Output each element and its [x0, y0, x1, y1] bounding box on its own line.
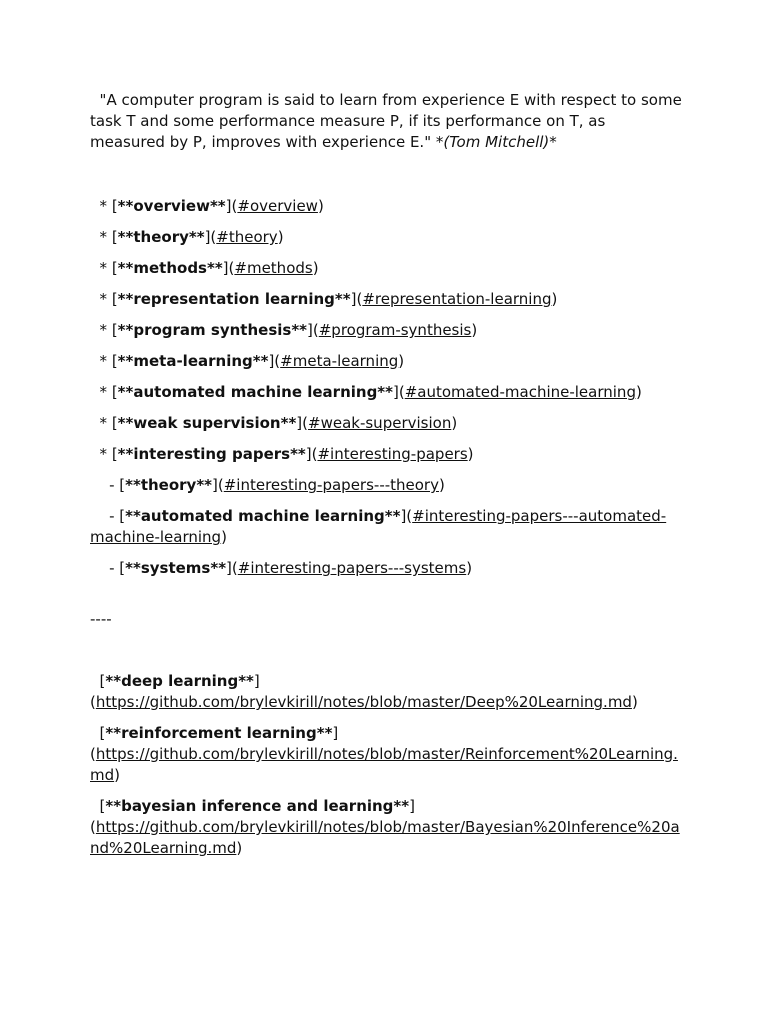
ref-link-reinforcement-learning[interactable]: https://github.com/brylevkirill/notes/blob/master/Reinforcement%20Learning.md [90, 745, 678, 784]
toc-mid: ]( [222, 259, 235, 277]
toc-mid: ]( [212, 476, 224, 494]
ref-item-reinforcement-learning [90, 723, 682, 786]
toc-mid: ]( [307, 321, 319, 339]
toc-prefix: * [ [90, 197, 118, 215]
toc-prefix: * [ [90, 290, 118, 308]
toc-suffix: ) [451, 414, 458, 432]
toc-suffix: ) [466, 559, 473, 577]
toc-item-overview [90, 196, 682, 217]
ref-label: **reinforcement learning** [105, 724, 333, 742]
toc-prefix: - [ [90, 507, 126, 525]
toc-item-meta-learning [90, 351, 682, 372]
toc-link-methods[interactable]: #methods [234, 259, 313, 277]
toc-link-papers-automated-machine-learning[interactable]: #interesting-papers---automated-machine-learning [90, 507, 667, 546]
toc-mid: ]( [305, 445, 318, 463]
toc-prefix: - [ [90, 559, 126, 577]
horizontal-rule-text: ---- [90, 610, 112, 628]
toc-label: **interesting papers** [117, 445, 306, 463]
toc-link-theory[interactable]: #theory [216, 228, 278, 246]
ref-prefix: [ [90, 724, 106, 742]
toc-suffix: ) [471, 321, 478, 339]
toc-link-meta-learning[interactable]: #meta-learning [280, 352, 399, 370]
toc-suffix: ) [398, 352, 405, 370]
toc-item-weak-supervision [90, 413, 682, 434]
toc-suffix: ) [635, 383, 642, 401]
toc-subitem-automated-machine-learning [90, 506, 682, 548]
toc-mid: ]( [350, 290, 363, 308]
toc-label: **overview** [117, 197, 226, 215]
toc-prefix: * [ [90, 228, 118, 246]
toc-label: **meta-learning** [117, 352, 269, 370]
ref-mid: ]( [90, 672, 260, 711]
toc-link-weak-supervision[interactable]: #weak-supervision [308, 414, 452, 432]
quote-author: (Tom Mitchell) [443, 133, 550, 151]
toc-mid: ]( [225, 197, 238, 215]
toc-link-program-synthesis[interactable]: #program-synthesis [318, 321, 472, 339]
ref-suffix: ) [631, 693, 638, 711]
ref-suffix: ) [114, 766, 120, 784]
toc-suffix: ) [317, 197, 324, 215]
toc-prefix: * [ [90, 259, 118, 277]
toc-item-theory [90, 227, 682, 248]
ref-link-deep-learning[interactable]: https://github.com/brylevkirill/notes/blob/master/Deep%20Learning.md [95, 693, 632, 711]
ref-link-bayesian-inference[interactable]: https://github.com/brylevkirill/notes/blob/master/Bayesian%20Inference%20and%20Learning.md [90, 818, 680, 857]
toc-link-papers-systems[interactable]: #interesting-papers---systems [237, 559, 467, 577]
toc-item-program-synthesis [90, 320, 682, 341]
toc-mid: ]( [268, 352, 281, 370]
toc-prefix: * [ [90, 445, 118, 463]
toc-prefix: * [ [90, 414, 118, 432]
toc-suffix: ) [312, 259, 319, 277]
related-notes [90, 671, 682, 859]
toc-label: **theory** [117, 228, 205, 246]
ref-mid: ]( [90, 724, 339, 763]
toc-label: **program synthesis** [117, 321, 308, 339]
toc-mid: ]( [296, 414, 309, 432]
toc-mid: ]( [393, 383, 405, 401]
toc-prefix: * [ [90, 321, 118, 339]
toc-mid: ]( [226, 559, 238, 577]
toc-link-overview[interactable]: #overview [237, 197, 318, 215]
toc-item-interesting-papers [90, 444, 682, 465]
ref-label: **deep learning** [105, 672, 254, 690]
ref-prefix: [ [90, 797, 106, 815]
toc-suffix: ) [551, 290, 558, 308]
toc-label: **automated machine learning** [125, 507, 401, 525]
toc-prefix: * [ [90, 383, 118, 401]
toc-prefix: - [ [90, 476, 126, 494]
document-page [90, 90, 687, 869]
toc-link-interesting-papers[interactable]: #interesting-papers [317, 445, 468, 463]
ref-item-bayesian-inference [90, 796, 682, 859]
ref-prefix: [ [90, 672, 106, 690]
toc-link-automated-machine-learning[interactable]: #automated-machine-learning [404, 383, 636, 401]
ref-item-deep-learning [90, 671, 682, 713]
toc-mid: ]( [204, 228, 217, 246]
quote-tail: * [549, 133, 557, 151]
toc-label: **systems** [125, 559, 227, 577]
toc-subitem-theory [90, 475, 682, 496]
toc-link-representation-learning[interactable]: #representation-learning [362, 290, 552, 308]
quote-text: "A computer program is said to learn from experience E with respect to some task T and some performance measure P, if its performance on T, as measured by P, improves with experience E." * [90, 91, 687, 151]
toc-item-automated-machine-learning [90, 382, 682, 403]
toc-label: **theory** [125, 476, 213, 494]
toc-label: **weak supervision** [117, 414, 297, 432]
toc-prefix: * [ [90, 352, 118, 370]
toc-item-representation-learning [90, 289, 682, 310]
toc-subitem-systems [90, 558, 682, 579]
ref-suffix: ) [236, 839, 243, 857]
toc-suffix: ) [277, 228, 284, 246]
toc-label: **automated machine learning** [117, 383, 393, 401]
toc-mid: ]( [400, 507, 413, 525]
ref-label: **bayesian inference and learning** [105, 797, 410, 815]
toc-label: **methods** [117, 259, 223, 277]
toc-suffix: ) [438, 476, 445, 494]
toc-link-papers-theory[interactable]: #interesting-papers---theory [223, 476, 439, 494]
mitchell-quote [90, 90, 687, 153]
table-of-contents [90, 196, 682, 579]
toc-item-methods [90, 258, 682, 279]
toc-suffix: ) [467, 445, 474, 463]
toc-label: **representation learning** [117, 290, 351, 308]
ref-mid: ]( [90, 797, 415, 836]
toc-suffix: ) [221, 528, 227, 546]
